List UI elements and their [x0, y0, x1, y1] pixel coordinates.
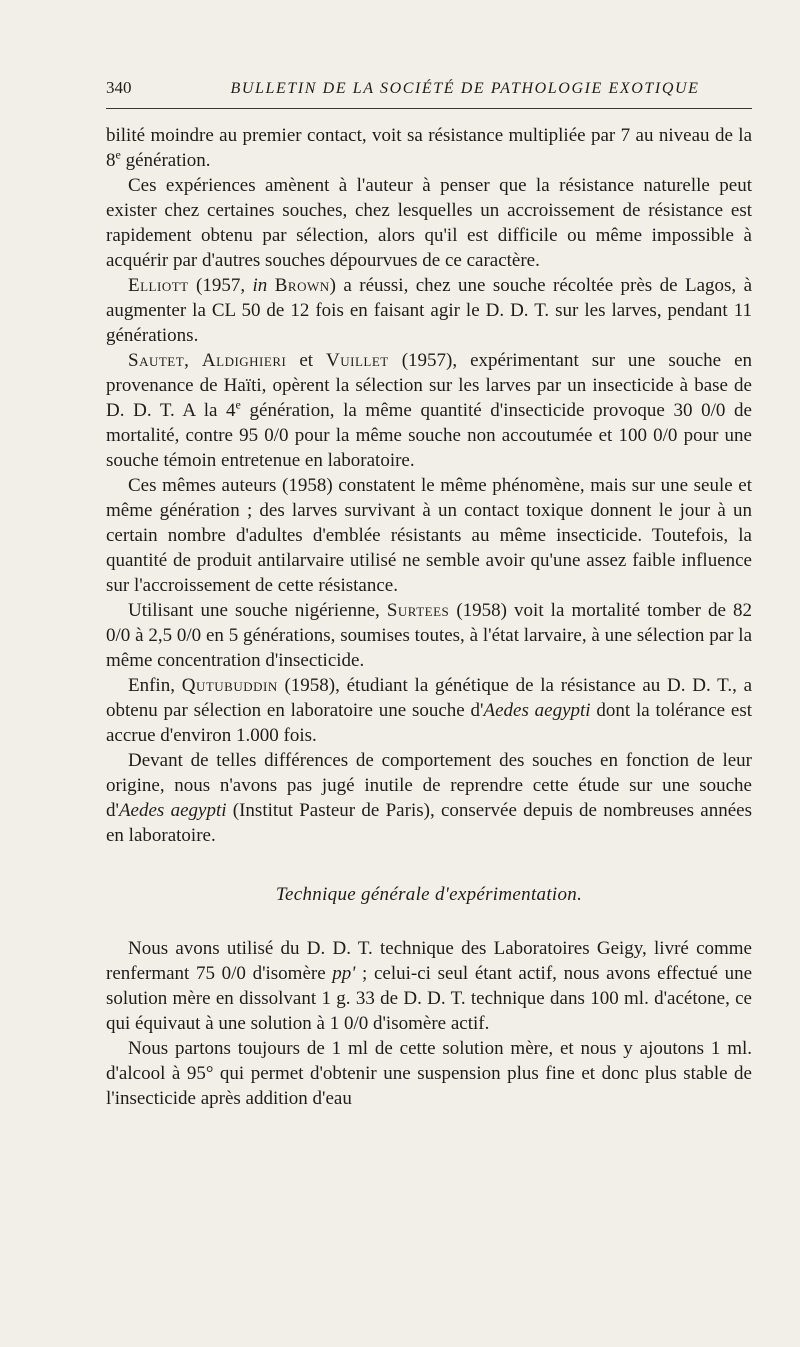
author-name: Sautet [128, 350, 185, 371]
paragraph-9: Nous avons utilisé du D. D. T. technique des Laboratoires Geigy, livré comme renfermant 75 0/0 d'isomère pp' ; celui-ci seul étant actif, nous avons effectué une solution mère en dissolvant 1 g. 33 de D. D. T. technique dans 100 ml. d'acétone, ce qui équivaut à une solution à 1 0/0 d'isomère actif. [106, 938, 752, 1034]
author-name: Qutubuddin [181, 675, 278, 696]
paragraph-8: Devant de telles différences de comportement des souches en fonction de leur origine, nous n'avons pas jugé inutile de reprendre cette étude sur une souche d'Aedes aegypti (Institut Pasteur de Paris), conservée depuis de nombreuses années en laboratoire. [106, 750, 752, 846]
author-name: Aldighieri [201, 350, 287, 371]
author-name: Vuillet [326, 350, 389, 371]
page-header [106, 78, 752, 109]
paragraph-4: Sautet, Aldighieri et Vuillet (1957), expérimentant sur une souche en provenance de Haïti, opèrent la sélection sur les larves par un insecticide à base de D. D. T. A la 4e génération, la même quantité d'insecticide provoque 30 0/0 de mortalité, contre 95 0/0 pour la même souche non accoutumée et 100 0/0 pour une souche témoin entretenue en laboratoire. [106, 350, 752, 471]
running-title: BULLETIN DE LA SOCIÉTÉ DE PATHOLOGIE EXOTIQUE [230, 80, 700, 97]
author-name: Brown [274, 275, 330, 296]
paragraph-2: Ces expériences amènent à l'auteur à penser que la résistance naturelle peut exister chez certaines souches, chez lesquelles un accroissement de résistance est rapidement obtenu par sélection, alors qu'il est difficile ou même impossible à acquérir par d'autres souches dépourvues de ce caractère. [106, 175, 752, 271]
author-name: Surtees [386, 600, 450, 621]
paragraph-3: Elliott (1957, in Brown) a réussi, chez une souche récoltée près de Lagos, à augmenter la CL 50 de 12 fois en faisant agir le D. D. T. sur les larves, pendant 11 générations. [106, 275, 753, 346]
species-name: Aedes aegypti [483, 700, 591, 721]
paragraph-10: Nous partons toujours de 1 ml de cette solution mère, et nous y ajoutons 1 ml. d'alcool à 95° qui permet d'obtenir une suspension plus fine et donc plus stable de l'insecticide après addition d'eau [106, 1038, 752, 1109]
species-name: Aedes aegypti [118, 800, 227, 821]
section-title: Technique générale d'expérimentation. [275, 884, 583, 905]
paragraph-6: Utilisant une souche nigérienne, Surtees (1958) voit la mortalité tomber de 82 0/0 à 2,5 0/0 en 5 générations, soumises toutes, à l'état larvaire, à une sélection par la même concentration d'insecticide. [106, 600, 752, 671]
paragraph-1: bilité moindre au premier contact, voit sa résistance multipliée par 7 au niveau de la 8e génération. [106, 125, 752, 171]
page-number: 340 [106, 78, 132, 97]
paragraph-5: Ces mêmes auteurs (1958) constatent le même phénomène, mais sur une seule et même génération ; des larves survivant à un contact toxique donnent le jour à un certain nombre d'adultes d'emblée résistants au même insecticide. Toutefois, la quantité de produit antilarvaire utilisé ne semble avoir qu'une assez faible influence sur l'accroissement de cette résistance. [106, 475, 752, 596]
paragraph-7: Enfin, Qutubuddin (1958), étudiant la génétique de la résistance au D. D. T., a obtenu par sélection en laboratoire une souche d'Aedes aegypti dont la tolérance est accrue d'environ 1.000 fois. [106, 675, 753, 746]
body-text [106, 123, 752, 848]
author-name: Elliott [128, 275, 189, 296]
body-text-2 [106, 936, 752, 1111]
